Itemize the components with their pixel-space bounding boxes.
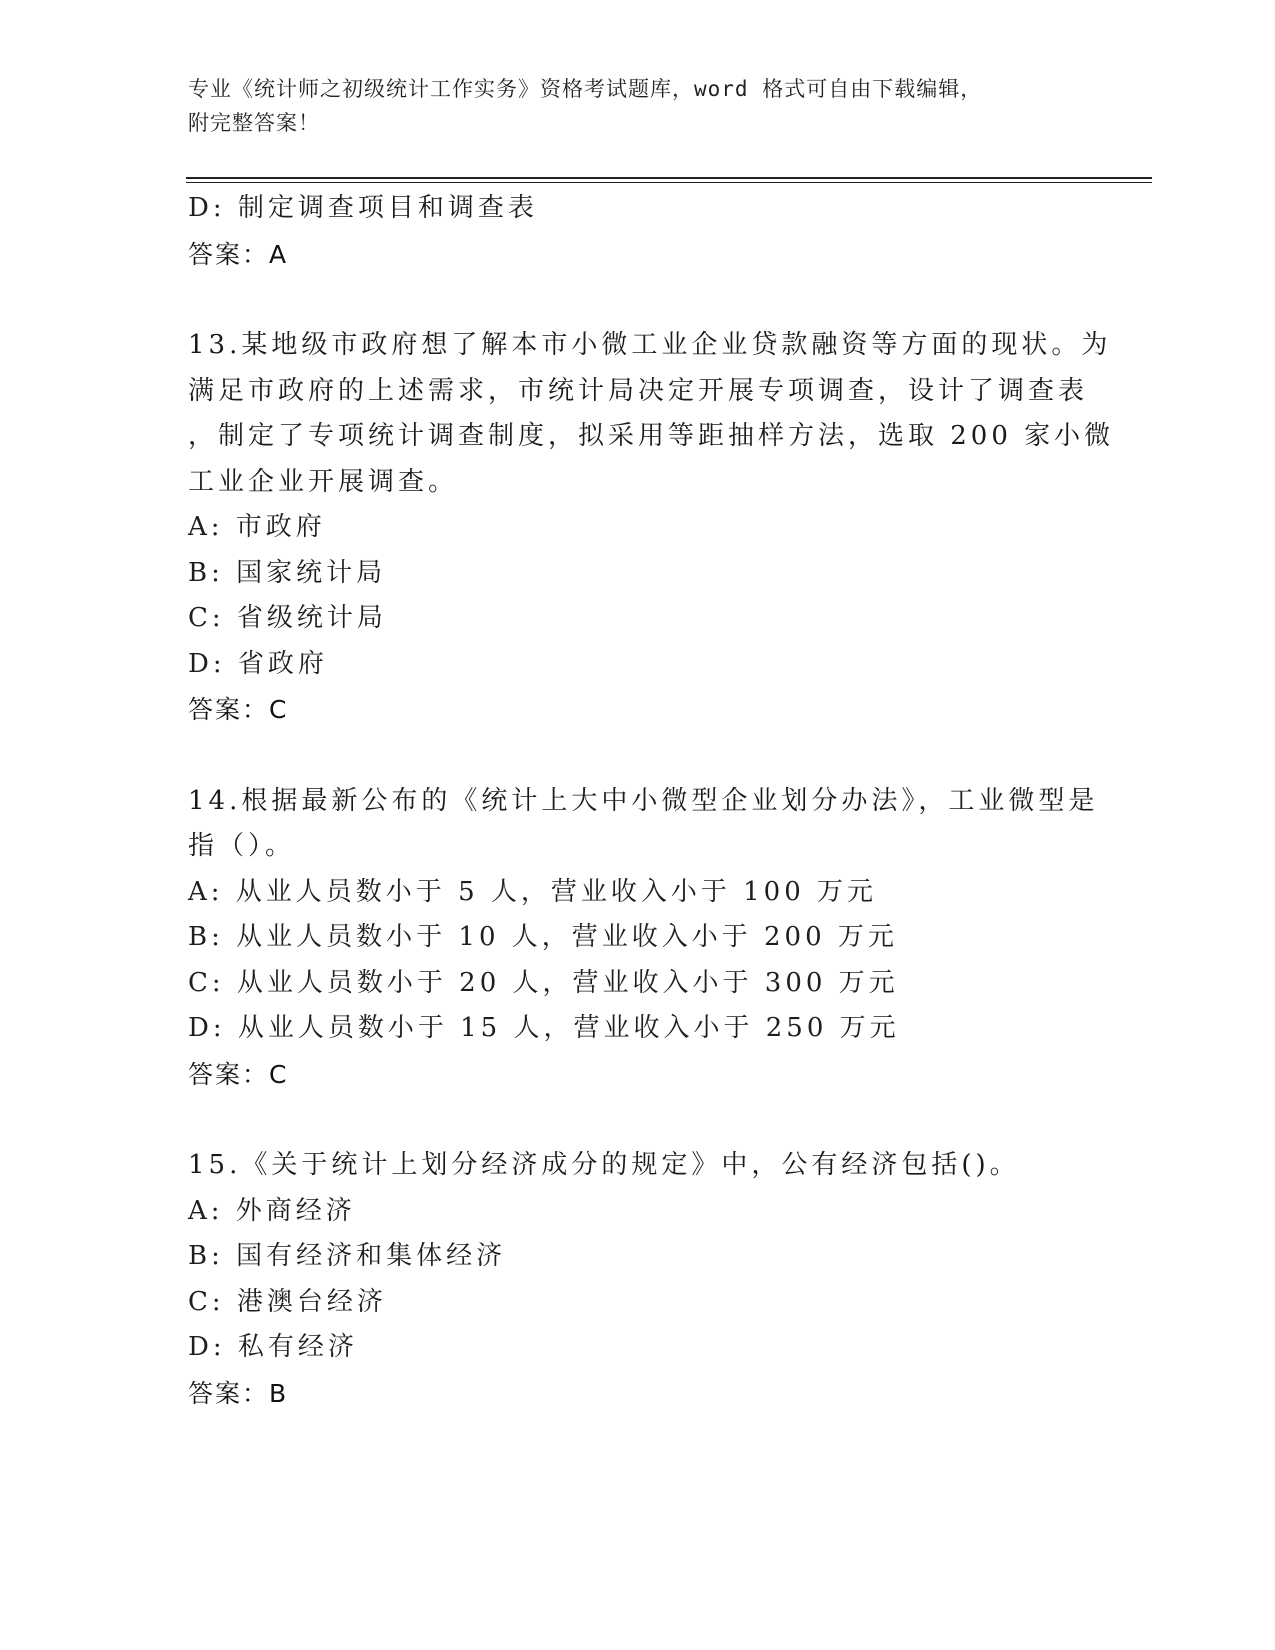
- option-c: C: 港澳台经济: [188, 1286, 387, 1317]
- header-line-2: 附完整答案！: [188, 111, 320, 135]
- option-d: D: 从业人员数小于 15 人，营业收入小于 250 万元: [188, 1013, 900, 1043]
- prev-answer: 答案：A: [188, 239, 289, 269]
- option-b: B: 从业人员数小于 10 人，营业收入小于 200 万元: [188, 922, 898, 952]
- option-c: C: 从业人员数小于 20 人，营业收入小于 300 万元: [188, 967, 899, 998]
- spacer: [188, 733, 1108, 779]
- option-b: B: 国家统计局: [188, 557, 387, 588]
- question-stem-line: 14.根据最新公布的《统计上大中小微型企业划分办法》，工业微型是: [188, 785, 1099, 816]
- question-13: [188, 323, 1115, 733]
- answer: 答案：C: [188, 1059, 289, 1089]
- answer: 答案：B: [188, 1378, 289, 1408]
- question-14: [188, 779, 1108, 1098]
- question-stem-line: 13.某地级市政府想了解本市小微工业企业贷款融资等方面的现状。为: [188, 330, 1112, 360]
- question-stem-line: 满足市政府的上述需求，市统计局决定开展专项调查，设计了调查表: [188, 375, 1089, 406]
- option-d: D: 私有经济: [188, 1332, 358, 1362]
- question-15: [188, 1143, 1108, 1416]
- answer: 答案：C: [188, 695, 289, 724]
- question-stem-line: 工业企业开展调查。: [188, 466, 459, 497]
- option-b: B: 国有经济和集体经济: [188, 1241, 507, 1271]
- header-line-1: 专业《统计师之初级统计工作实务》资格考试题库，word 格式可自由下载编辑，: [188, 77, 983, 101]
- spacer: [188, 1097, 1108, 1143]
- question-stem-line: 15.《关于统计上划分经济成分的规定》中，公有经济包括()。: [188, 1150, 1020, 1180]
- spacer: [188, 277, 1108, 323]
- option-a: A: 外商经济: [188, 1195, 356, 1226]
- question-list: [188, 186, 1115, 1416]
- question-stem-line: 指（）。: [188, 831, 296, 861]
- header-divider-thin: [186, 182, 1152, 183]
- option-c: C: 省级统计局: [188, 603, 387, 633]
- option-d: D: 省政府: [188, 648, 328, 679]
- option-a: A: 市政府: [188, 512, 326, 542]
- document-header: [188, 72, 1088, 140]
- prev-option-d: D: 制定调查项目和调查表: [188, 193, 538, 223]
- header-divider-thick: [186, 177, 1152, 179]
- option-a: A: 从业人员数小于 5 人，营业收入小于 100 万元: [188, 876, 878, 907]
- question-stem-line: ，制定了专项统计调查制度，拟采用等距抽样方法，选取 200 家小微: [188, 421, 1115, 451]
